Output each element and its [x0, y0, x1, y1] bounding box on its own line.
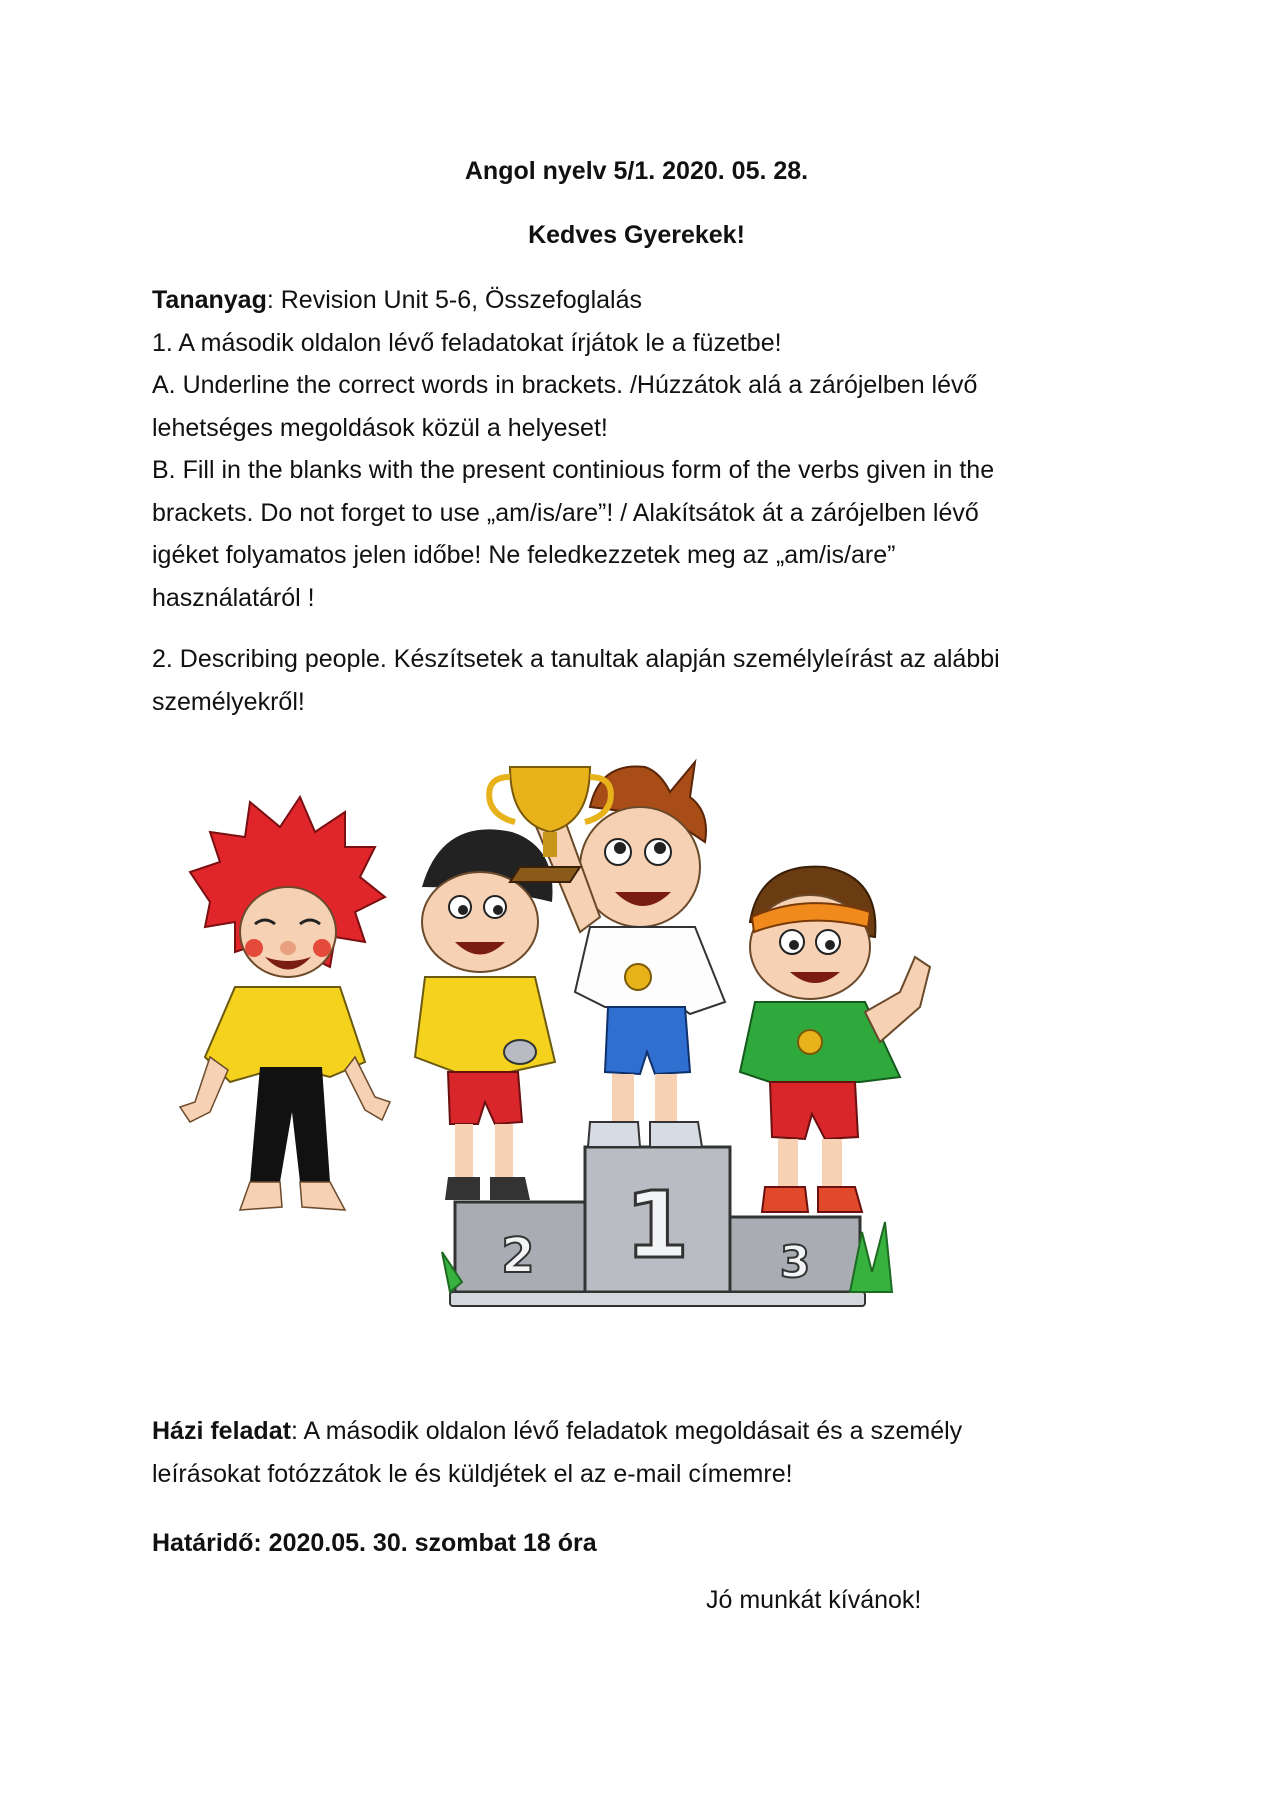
homework-text-1: : A második oldalon lévő feladatok megoldásait és a személy [290, 1417, 963, 1445]
task-1b-line4: használatáról ! [152, 583, 315, 612]
children-podium-illustration [150, 752, 1110, 1392]
task-1b-line2: brackets. Do not forget to use „am/is/are”! / Alakítsátok át a zárójelben lévő [152, 498, 979, 527]
greeting: Kedves Gyerekek! [528, 221, 745, 249]
document-title: Angol nyelv 5/1. 2020. 05. 28. [464, 157, 809, 185]
podium-number-2: 2 [501, 1228, 535, 1284]
topic-label: Tananyag [152, 286, 267, 314]
homework-section [152, 1410, 1102, 1495]
red-haired-kid-figure [180, 797, 390, 1210]
task-1a-line1: A. Underline the correct words in brackets. /Húzzátok alá a zárójelben lévő [152, 371, 978, 399]
task-1b-line3: igéket folyamatos jelen időbe! Ne feledkezzetek meg az „am/is/are” [152, 541, 896, 569]
task-2-line1: 2. Describing people. Készítsetek a tanultak alapján személyleírást az alábbi [152, 645, 1000, 673]
podium-number-3: 3 [779, 1237, 811, 1288]
task-1a-line2: lehetséges megoldások közül a helyeset! [152, 413, 608, 442]
second-place-boy-figure [415, 829, 555, 1200]
topic-text: : Revision Unit 5-6, Összefoglalás [266, 286, 643, 314]
deadline: Határidő: 2020.05. 30. szombat 18 óra [152, 1529, 597, 1557]
task-2-section [152, 638, 1102, 723]
task-1b-line1: B. Fill in the blanks with the present continious form of the verbs given in the [152, 456, 995, 484]
podium-number-1: 1 [624, 1172, 690, 1279]
closing-greeting: Jó munkát kívánok! [706, 1586, 922, 1614]
homework-line1 [152, 1410, 1102, 1453]
task-2-line2: személyekről! [152, 687, 305, 716]
homework-line2: leírásokat fotózzátok le és küldjétek el az e-mail címemre! [152, 1459, 793, 1488]
third-place-boy-figure [740, 867, 930, 1212]
topic-line [152, 279, 1102, 322]
homework-label: Házi feladat [152, 1417, 291, 1445]
task-1: 1. A második oldalon lévő feladatokat írjátok le a füzetbe! [152, 328, 782, 357]
lesson-section [152, 279, 1102, 619]
